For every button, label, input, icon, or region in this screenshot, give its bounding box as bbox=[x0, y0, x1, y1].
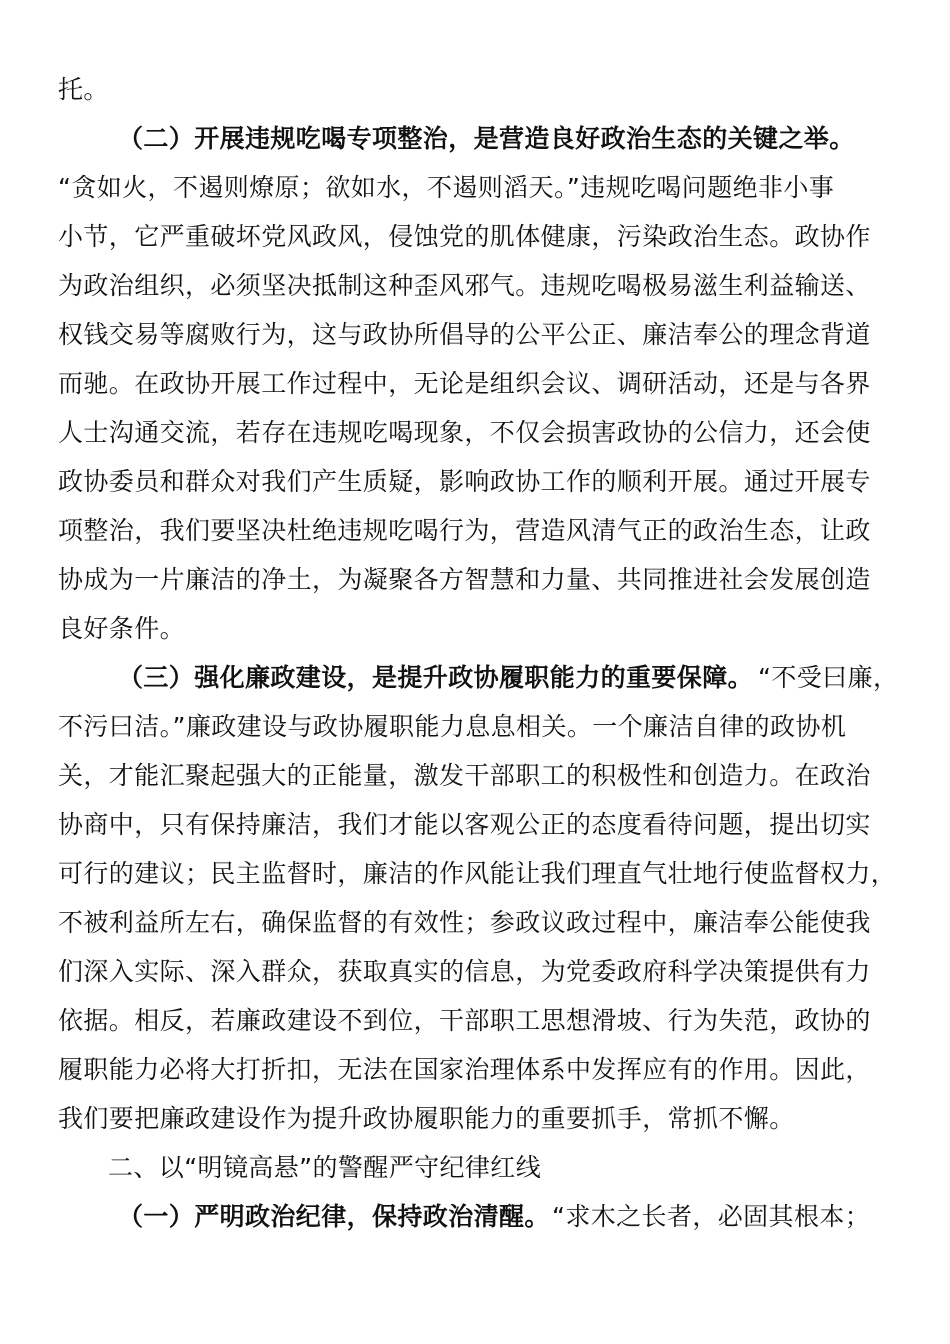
text-line: 们深入实际、深入群众，获取真实的信息，为党委政府科学决策提供有力 bbox=[58, 957, 871, 986]
text-line: 履职能力必将大打折扣，无法在国家治理体系中发挥应有的作用。因此， bbox=[58, 1055, 871, 1084]
text-line: 政协委员和群众对我们产生质疑，影响政协工作的顺利开展。通过开展专 bbox=[58, 467, 871, 496]
text-line: 托。 bbox=[58, 75, 109, 104]
section-heading: （一）严明政治纪律，保持政治清醒。 bbox=[118, 1202, 550, 1231]
text-line: 协商中，只有保持廉洁，我们才能以客观公正的态度看待问题，提出切实 bbox=[58, 810, 871, 839]
text-line: 为政治组织，必须坚决抵制这种歪风邪气。违规吃喝极易滋生利益输送、 bbox=[58, 271, 871, 300]
text-line: 协成为一片廉洁的净土，为凝聚各方智慧和力量、共同推进社会发展创造 bbox=[58, 565, 871, 594]
text-line: 不污曰洁。”廉政建设与政协履职能力息息相关。一个廉洁自律的政协机 bbox=[58, 712, 847, 741]
section-heading: （三）强化廉政建设，是提升政协履职能力的重要保障。 bbox=[118, 663, 754, 692]
text-line: 项整治，我们要坚决杜绝违规吃喝行为，营造风清气正的政治生态，让政 bbox=[58, 516, 871, 545]
section-heading: （二）开展违规吃喝专项整治，是营造良好政治生态的关键之举。 bbox=[118, 124, 855, 153]
text-line: 关，才能汇聚起强大的正能量，激发干部职工的积极性和创造力。在政治 bbox=[58, 761, 871, 790]
text-line: 我们要把廉政建设作为提升政协履职能力的重要抓手，常抓不懈。 bbox=[58, 1104, 795, 1133]
text-line: 可行的建议；民主监督时，廉洁的作风能让我们理直气壮地行使监督权力， bbox=[58, 859, 897, 888]
text-line: “求木之长者，必固其根本； bbox=[552, 1202, 871, 1231]
text-line: “贪如火，不遏则燎原；欲如水，不遏则滔天。”违规吃喝问题绝非小事 bbox=[58, 173, 835, 202]
text-line: 权钱交易等腐败行为，这与政协所倡导的公平公正、廉洁奉公的理念背道 bbox=[58, 320, 871, 349]
text-line: 而驰。在政协开展工作过程中，无论是组织会议、调研活动，还是与各界 bbox=[58, 369, 871, 398]
text-line: 依据。相反，若廉政建设不到位，干部职工思想滑坡、行为失范，政协的 bbox=[58, 1006, 871, 1035]
text-line: 小节，它严重破坏党风政风，侵蚀党的肌体健康，污染政治生态。政协作 bbox=[58, 222, 871, 251]
text-line: 人士沟通交流，若存在违规吃喝现象，不仅会损害政协的公信力，还会使 bbox=[58, 418, 871, 447]
text-line: 不被利益所左右，确保监督的有效性；参政议政过程中，廉洁奉公能使我 bbox=[58, 908, 871, 937]
chapter-heading: 二、以“明镜高悬”的警醒严守纪律红线 bbox=[108, 1153, 542, 1182]
text-line: “不受曰廉， bbox=[758, 663, 899, 692]
text-line: 良好条件。 bbox=[58, 614, 186, 643]
